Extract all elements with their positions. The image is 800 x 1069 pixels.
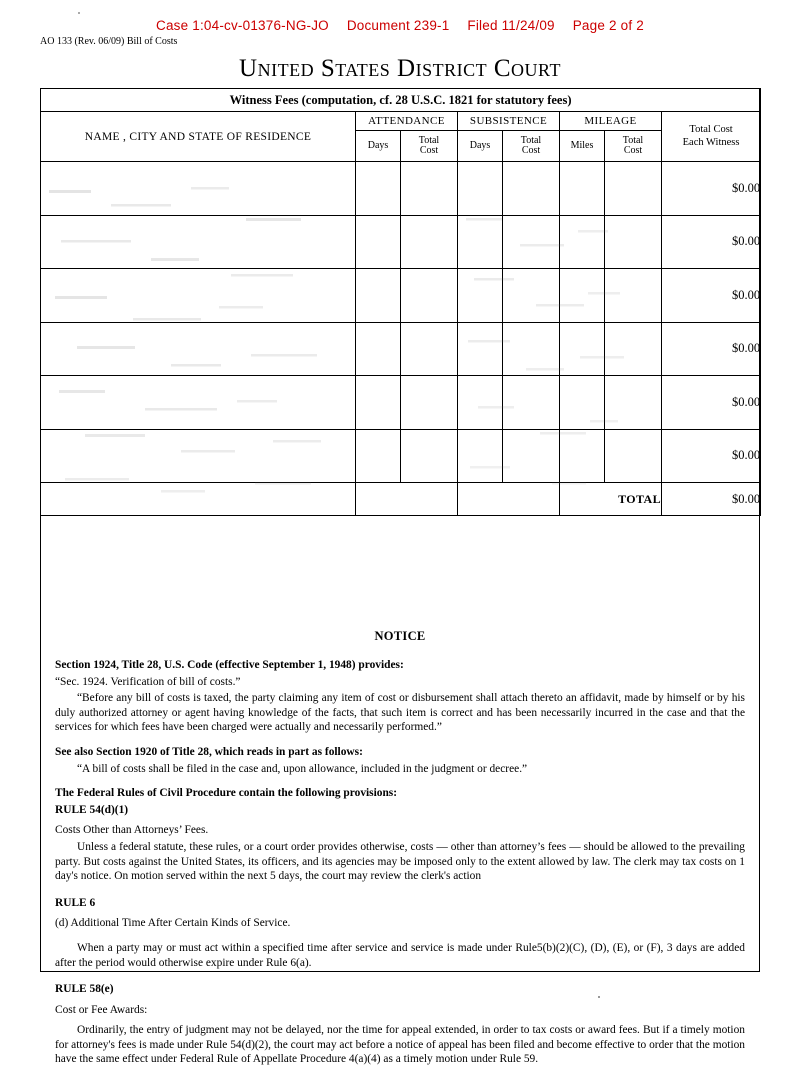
cell-mileage-miles[interactable]	[560, 322, 605, 376]
cell-subsistence-cost[interactable]	[503, 376, 560, 430]
cell-mileage-cost[interactable]	[605, 322, 662, 376]
cell-attendance-days[interactable]	[356, 269, 401, 323]
subheader-att-cost-l2: Cost	[419, 145, 439, 156]
rule-54-body: Unless a federal statute, these rules, or a court order provides otherwise, costs — other than attorney’s fees — should be allowed to the prevailing party. But costs against the United States, its officers, and its agencies may be imposed only to the extent allowed by law. The clerk may tax costs on 1 day's notice. On motion served within the next 5 days, the court may review the clerk's action	[55, 840, 745, 883]
table-row[interactable]	[41, 376, 761, 430]
rule-58-body: Ordinarily, the entry of judgment may not be delayed, nor the time for appeal extended, in order to tax costs or award fees. But if a timely motion for attorney's fees is made under Rule 54(d)(2), the court may act before a notice of appeal has been filed and become effective to order that the motion have the same effect under Federal Rule of Appellate Procedure 4(a)(4) as a timely motion under Rule 59.	[55, 1024, 745, 1066]
rule-54-heading: RULE 54(d)(1)	[55, 803, 129, 816]
cell-subsistence-cost[interactable]	[503, 215, 560, 269]
column-header-attendance: ATTENDANCE	[356, 112, 458, 131]
table-row[interactable]	[41, 269, 761, 323]
witness-fees-table	[40, 88, 761, 516]
cell-mileage-miles[interactable]	[560, 376, 605, 430]
subheader-mil-cost-l1: Total	[622, 134, 644, 146]
ecf-document-number: Document 239-1	[346, 18, 450, 33]
cell-name[interactable]	[41, 429, 356, 483]
subheader-sub-cost-l1: Total	[520, 134, 542, 146]
total-cost-header-line1: Total Cost	[689, 124, 733, 136]
cell-attendance-cost[interactable]	[401, 269, 458, 323]
cell-subsistence-days[interactable]	[458, 215, 503, 269]
cell-mileage-miles[interactable]	[560, 429, 605, 483]
notice-title: NOTICE	[374, 629, 426, 643]
cell-total-each-witness: $0.00	[662, 162, 761, 216]
table-row[interactable]	[41, 429, 761, 483]
cell-subsistence-days[interactable]	[458, 429, 503, 483]
cell-total-each-witness: $0.00	[662, 322, 761, 376]
section-1924-body: “Before any bill of costs is taxed, the party claiming any item of cost or disbursement shall attach thereto an affidavit, made by himself or by his duly authorized attorney or agent having knowledge of the facts, that such item is correct and has been necessarily incurred in the case and that the services for which fees have been charged were actually and necessarily performed.”	[55, 692, 745, 734]
subheader-mileage-miles: Miles	[560, 131, 605, 162]
cell-subsistence-days[interactable]	[458, 162, 503, 216]
rule-58-subheading: Cost or Fee Awards:	[55, 1003, 148, 1016]
cell-mileage-miles[interactable]	[560, 162, 605, 216]
ecf-case-number: Case 1:04-cv-01376-NG-JO	[156, 18, 329, 33]
cell-mileage-cost[interactable]	[605, 215, 662, 269]
ecf-filed-date: Filed 11/24/09	[467, 18, 555, 33]
cell-total-each-witness: $0.00	[662, 215, 761, 269]
column-header-mileage: MILEAGE	[560, 112, 662, 131]
rule-54-subheading: Costs Other than Attorneys’ Fees.	[55, 824, 209, 837]
subheader-subsistence-days: Days	[458, 131, 503, 162]
table-row[interactable]	[41, 322, 761, 376]
cell-mileage-cost[interactable]	[605, 376, 662, 430]
cell-total-each-witness: $0.00	[662, 269, 761, 323]
scan-artifact-dot-footer	[598, 996, 600, 998]
cell-total-each-witness: $0.00	[662, 429, 761, 483]
cell-attendance-days[interactable]	[356, 215, 401, 269]
subheader-att-cost-l1: Total	[418, 134, 440, 146]
cell-attendance-days[interactable]	[356, 376, 401, 430]
scan-artifact-dot	[78, 12, 80, 14]
ecf-header-stamp	[0, 18, 800, 33]
cell-subsistence-cost[interactable]	[503, 162, 560, 216]
cell-name[interactable]	[41, 322, 356, 376]
section-1920-heading: See also Section 1920 of Title 28, which reads in part as follows:	[55, 745, 363, 758]
subheader-attendance-days: Days	[356, 131, 401, 162]
total-cost-header-line2: Each Witness	[682, 136, 740, 148]
cell-subsistence-cost[interactable]	[503, 429, 560, 483]
subheader-subsistence-total-cost	[503, 131, 560, 162]
column-header-subsistence: SUBSISTENCE	[458, 112, 560, 131]
subheader-sub-cost-l2: Cost	[521, 145, 541, 156]
cell-name[interactable]	[41, 162, 356, 216]
cell-subsistence-days[interactable]	[458, 376, 503, 430]
table-row[interactable]	[41, 162, 761, 216]
cell-subsistence-days[interactable]	[458, 269, 503, 323]
group-header-row	[41, 112, 761, 131]
rule-6-body: When a party may or must act within a specified time after service and service is made under Rule5(b)(2)(C), (D), (E), or (F), 3 days are added after the period would otherwise expire under Rule 6(a).	[55, 941, 745, 969]
cell-mileage-cost[interactable]	[605, 429, 662, 483]
cell-attendance-cost[interactable]	[401, 376, 458, 430]
total-row-blank-name	[41, 483, 356, 516]
table-row[interactable]	[41, 215, 761, 269]
cell-mileage-cost[interactable]	[605, 162, 662, 216]
rule-6-subheading: (d) Additional Time After Certain Kinds of Service.	[55, 917, 291, 930]
rule-6-heading: RULE 6	[55, 896, 96, 909]
rule-58-heading: RULE 58(e)	[55, 983, 114, 996]
column-header-total-cost-each-witness	[662, 112, 761, 162]
cell-attendance-cost[interactable]	[401, 215, 458, 269]
cell-name[interactable]	[41, 376, 356, 430]
ecf-page-number: Page 2 of 2	[572, 18, 644, 33]
cell-name[interactable]	[41, 215, 356, 269]
cell-attendance-days[interactable]	[356, 322, 401, 376]
cell-subsistence-cost[interactable]	[503, 269, 560, 323]
section-1920-body: “A bill of costs shall be filed in the case and, upon allowance, included in the judgment or decree.”	[77, 762, 528, 775]
cell-name[interactable]	[41, 269, 356, 323]
cell-attendance-cost[interactable]	[401, 429, 458, 483]
subheader-mileage-total-cost	[605, 131, 662, 162]
column-header-name-city-state: NAME , CITY AND STATE OF RESIDENCE	[41, 112, 356, 162]
total-row-blank-attendance	[356, 483, 458, 516]
section-1924-quote: “Sec. 1924. Verification of bill of costs.”	[55, 675, 241, 688]
total-row-blank-subsistence	[458, 483, 560, 516]
cell-attendance-days[interactable]	[356, 162, 401, 216]
total-value: $0.00	[662, 483, 761, 516]
cell-attendance-days[interactable]	[356, 429, 401, 483]
subheader-attendance-total-cost	[401, 131, 458, 162]
cell-attendance-cost[interactable]	[401, 322, 458, 376]
cell-mileage-miles[interactable]	[560, 215, 605, 269]
table-total-row	[41, 483, 761, 516]
table-caption-row	[41, 89, 761, 112]
cell-subsistence-days[interactable]	[458, 322, 503, 376]
cell-total-each-witness: $0.00	[662, 376, 761, 430]
total-label: TOTAL	[560, 483, 662, 516]
form-identifier: AO 133 (Rev. 06/09) Bill of Costs	[40, 36, 178, 47]
cell-attendance-cost[interactable]	[401, 162, 458, 216]
page-title: United States District Court	[239, 55, 561, 82]
cell-mileage-cost[interactable]	[605, 269, 662, 323]
cell-subsistence-cost[interactable]	[503, 322, 560, 376]
section-1924-heading: Section 1924, Title 28, U.S. Code (effective September 1, 1948) provides:	[55, 659, 404, 671]
notice-section	[41, 618, 759, 1069]
cell-mileage-miles[interactable]	[560, 269, 605, 323]
frcp-heading: The Federal Rules of Civil Procedure contain the following provisions:	[55, 787, 398, 800]
subheader-mil-cost-l2: Cost	[623, 145, 643, 156]
table-caption: Witness Fees (computation, cf. 28 U.S.C. 1821 for statutory fees)	[41, 89, 761, 112]
